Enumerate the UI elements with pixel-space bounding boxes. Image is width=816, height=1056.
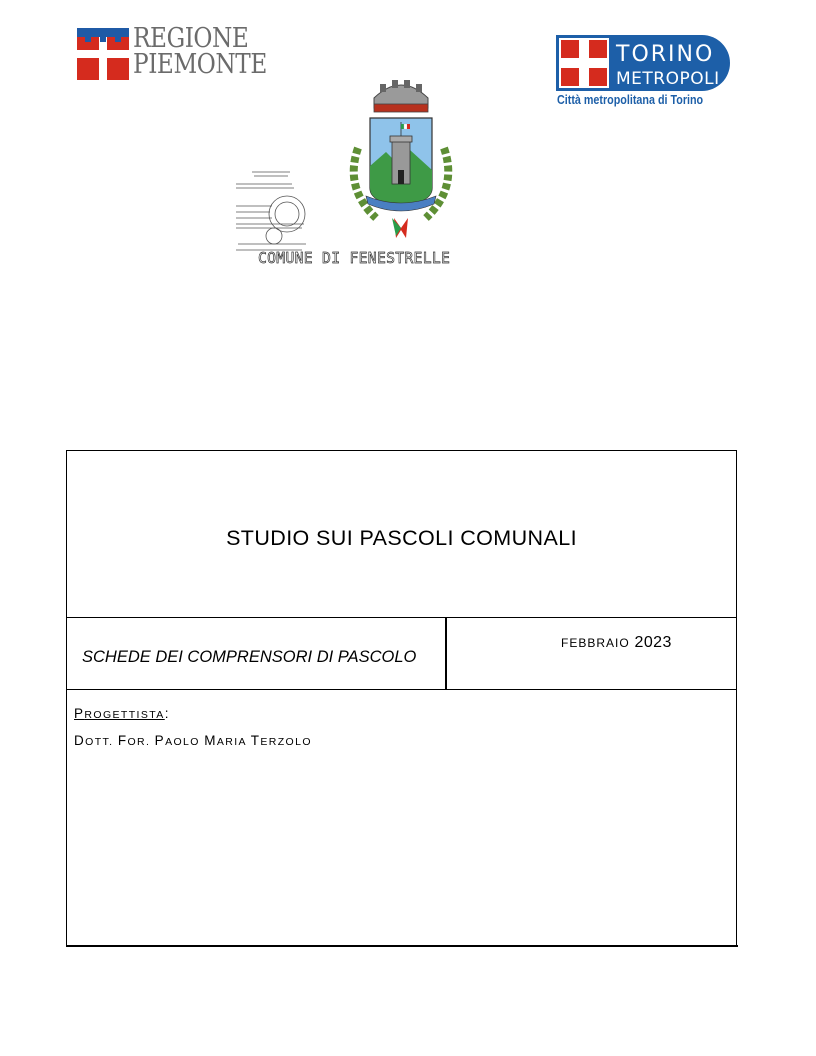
name-part-rest: ERZOLO [260, 736, 312, 748]
torino-line2: METROPOLI [616, 69, 720, 89]
name-part-rest: OTT. [85, 736, 118, 748]
role-initial: P [74, 706, 85, 721]
name-part-initial: P [154, 733, 166, 748]
date-month: FEBBRAIO [561, 636, 630, 650]
title-block-frame [66, 450, 737, 947]
name-part-rest: ARIA [216, 736, 251, 748]
regione-line1: REGIONE [133, 23, 249, 54]
name-part-initial: D [74, 733, 86, 748]
subtitle-date-divider [445, 617, 447, 689]
name-part-initial: F [117, 733, 128, 748]
name-part-initial: T [250, 733, 261, 748]
info-divider [66, 689, 737, 690]
role-rest: ROGETTISTA [84, 709, 165, 721]
role-label [74, 706, 170, 721]
regione-piemonte-flag-icon [77, 28, 129, 80]
name-part-rest: OR. [127, 736, 155, 748]
torino-metropoli-logo [556, 35, 730, 91]
regione-piemonte-wordmark [133, 23, 267, 80]
torino-line1: TORINO [616, 42, 715, 67]
document-subtitle: SCHEDE DEI COMPRENSORI DI PASCOLO [82, 648, 417, 666]
round-stamp-icon [232, 166, 312, 256]
name-part-initial: M [204, 733, 217, 748]
comune-name: COMUNE DI FENESTRELLE [258, 249, 451, 267]
title-divider [66, 617, 737, 618]
document-date [561, 634, 672, 652]
designer-name [74, 733, 312, 748]
role-colon: : [164, 706, 170, 721]
regione-line2: PIEMONTE [133, 49, 267, 80]
document-title: STUDIO SUI PASCOLI COMUNALI [226, 526, 577, 550]
name-part-rest: AOLO [165, 736, 205, 748]
torino-subtitle: Città metropolitana di Torino [557, 93, 704, 107]
date-year: 2023 [634, 634, 672, 651]
castle-tower-crest-icon [336, 78, 466, 248]
frame-bottom-divider [66, 945, 738, 947]
